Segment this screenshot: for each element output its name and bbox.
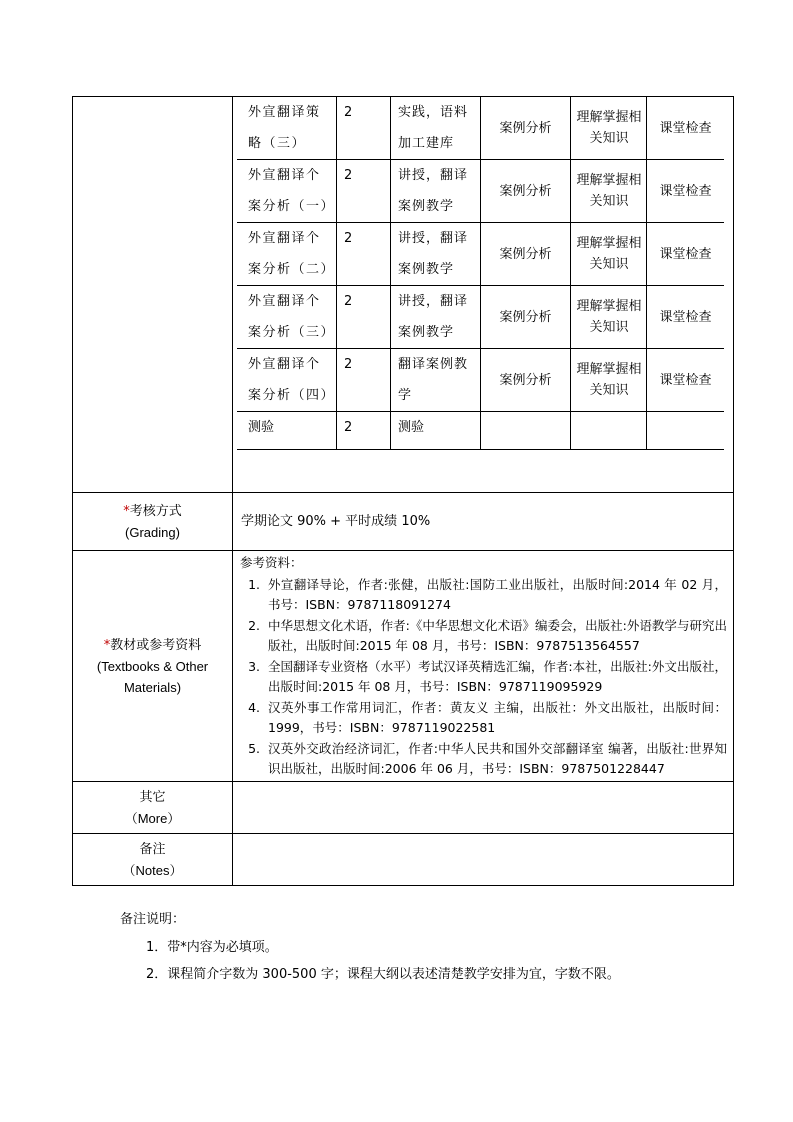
schedule-hours: 2 xyxy=(344,420,353,435)
schedule-hours: 2 xyxy=(344,168,353,183)
grading-label xyxy=(73,493,232,550)
schedule-topic: 外宣翻译个案分析（四） xyxy=(248,357,336,403)
schedule-assessment: 课堂检查 xyxy=(659,183,712,199)
schedule-goal: 理解掌握相关知识 xyxy=(576,362,642,398)
schedule-activity: 案例分析 xyxy=(499,120,552,136)
footnote-item: 2．课程简介字数为 300-500 字；课程大纲以表述清楚教学安排为宜，字数不限。 xyxy=(146,967,620,982)
reference-item: 5. 汉英外交政治经济词汇，作者:中华人民共和国外交部翻译室 编著，出版社:世界知识出版社，出版时间:2006 年 06 月，书号：ISBN：9787501228447 xyxy=(264,739,727,780)
schedule-hours: 2 xyxy=(344,294,353,309)
schedule-topic: 测验 xyxy=(248,420,275,435)
schedule-activity: 案例分析 xyxy=(499,246,552,262)
schedule-col-line xyxy=(336,97,337,450)
schedule-row-line xyxy=(237,449,724,450)
notes-label xyxy=(73,834,232,885)
more-label-cn: 其它 xyxy=(139,789,166,805)
reference-item: 1. 外宣翻译导论，作者:张健，出版社:国防工业出版社，出版时间:2014 年 02 月，书号：ISBN：9787118091274 xyxy=(264,575,727,616)
schedule-topic: 外宣翻译策略（三） xyxy=(248,105,321,151)
schedule-topic: 外宣翻译个案分析（三） xyxy=(248,294,336,340)
reference-list xyxy=(240,553,727,779)
schedule-activity: 案例分析 xyxy=(499,309,552,325)
textbooks-label-en-1: (Textbooks & Other xyxy=(96,658,209,674)
schedule-assessment: 课堂检查 xyxy=(659,246,712,262)
schedule-goal: 理解掌握相关知识 xyxy=(576,299,642,335)
textbooks-label-en-2: Materials) xyxy=(123,679,182,695)
schedule-hours: 2 xyxy=(344,357,353,372)
schedule-topic: 外宣翻译个案分析（二） xyxy=(248,231,336,277)
schedule-assessment: 课堂检查 xyxy=(659,309,712,325)
schedule-hours: 2 xyxy=(344,105,353,120)
notes-label-cn: 备注 xyxy=(139,841,166,857)
reference-item: 2. 中华思想文化术语，作者:《中华思想文化术语》编委会，出版社:外语教学与研究出版社，出版时间:2015 年 08 月，书号：ISBN：9787513564557 xyxy=(264,616,727,657)
schedule-assessment: 课堂检查 xyxy=(659,372,712,388)
grading-label-cn: 考核方式 xyxy=(129,503,182,519)
more-label-en: （More） xyxy=(124,810,181,826)
grading-value: 学期论文 90% + 平时成绩 10% xyxy=(241,514,431,529)
required-star: * xyxy=(103,637,111,653)
reference-item: 3. 全国翻译专业资格（水平）考试汉译英精选汇编，作者:本社，出版社:外文出版社，出版时间:2015 年 08 月，书号：ISBN：9787119095929 xyxy=(264,657,727,698)
schedule-activity: 案例分析 xyxy=(499,183,552,199)
grading-label-en: (Grading) xyxy=(125,524,180,540)
schedule-assessment: 课堂检查 xyxy=(659,120,712,136)
footnote-item: 1．带*内容为必填项。 xyxy=(146,940,278,955)
schedule-method: 翻译案例教学 xyxy=(398,357,469,403)
footnotes-title: 备注说明： xyxy=(120,912,186,927)
schedule-topic: 外宣翻译个案分析（一） xyxy=(248,168,336,214)
reference-heading: 参考资料： xyxy=(240,555,303,570)
schedule-method: 测验 xyxy=(398,420,425,435)
schedule-activity: 案例分析 xyxy=(499,372,552,388)
schedule-goal: 理解掌握相关知识 xyxy=(576,236,642,272)
schedule-method: 实践，语料加工建库 xyxy=(398,105,469,151)
schedule-goal: 理解掌握相关知识 xyxy=(576,173,642,209)
schedule-method: 讲授，翻译案例教学 xyxy=(398,231,469,277)
schedule-method: 讲授，翻译案例教学 xyxy=(398,294,469,340)
schedule-col-line xyxy=(390,97,391,450)
reference-item: 4. 汉英外事工作常用词汇，作者：黄友义 主编，出版社：外文出版社，出版时间：1999，书号：ISBN：9787119022581 xyxy=(264,698,727,739)
schedule-hours: 2 xyxy=(344,231,353,246)
schedule-col-line xyxy=(570,97,571,450)
notes-label-en: （Notes） xyxy=(122,862,183,878)
more-label xyxy=(73,782,232,833)
schedule-method: 讲授，翻译案例教学 xyxy=(398,168,469,214)
required-star: * xyxy=(123,503,130,519)
schedule-goal: 理解掌握相关知识 xyxy=(576,110,642,146)
textbooks-label-cn: 教材或参考资料 xyxy=(110,637,202,653)
textbooks-label xyxy=(73,551,232,781)
